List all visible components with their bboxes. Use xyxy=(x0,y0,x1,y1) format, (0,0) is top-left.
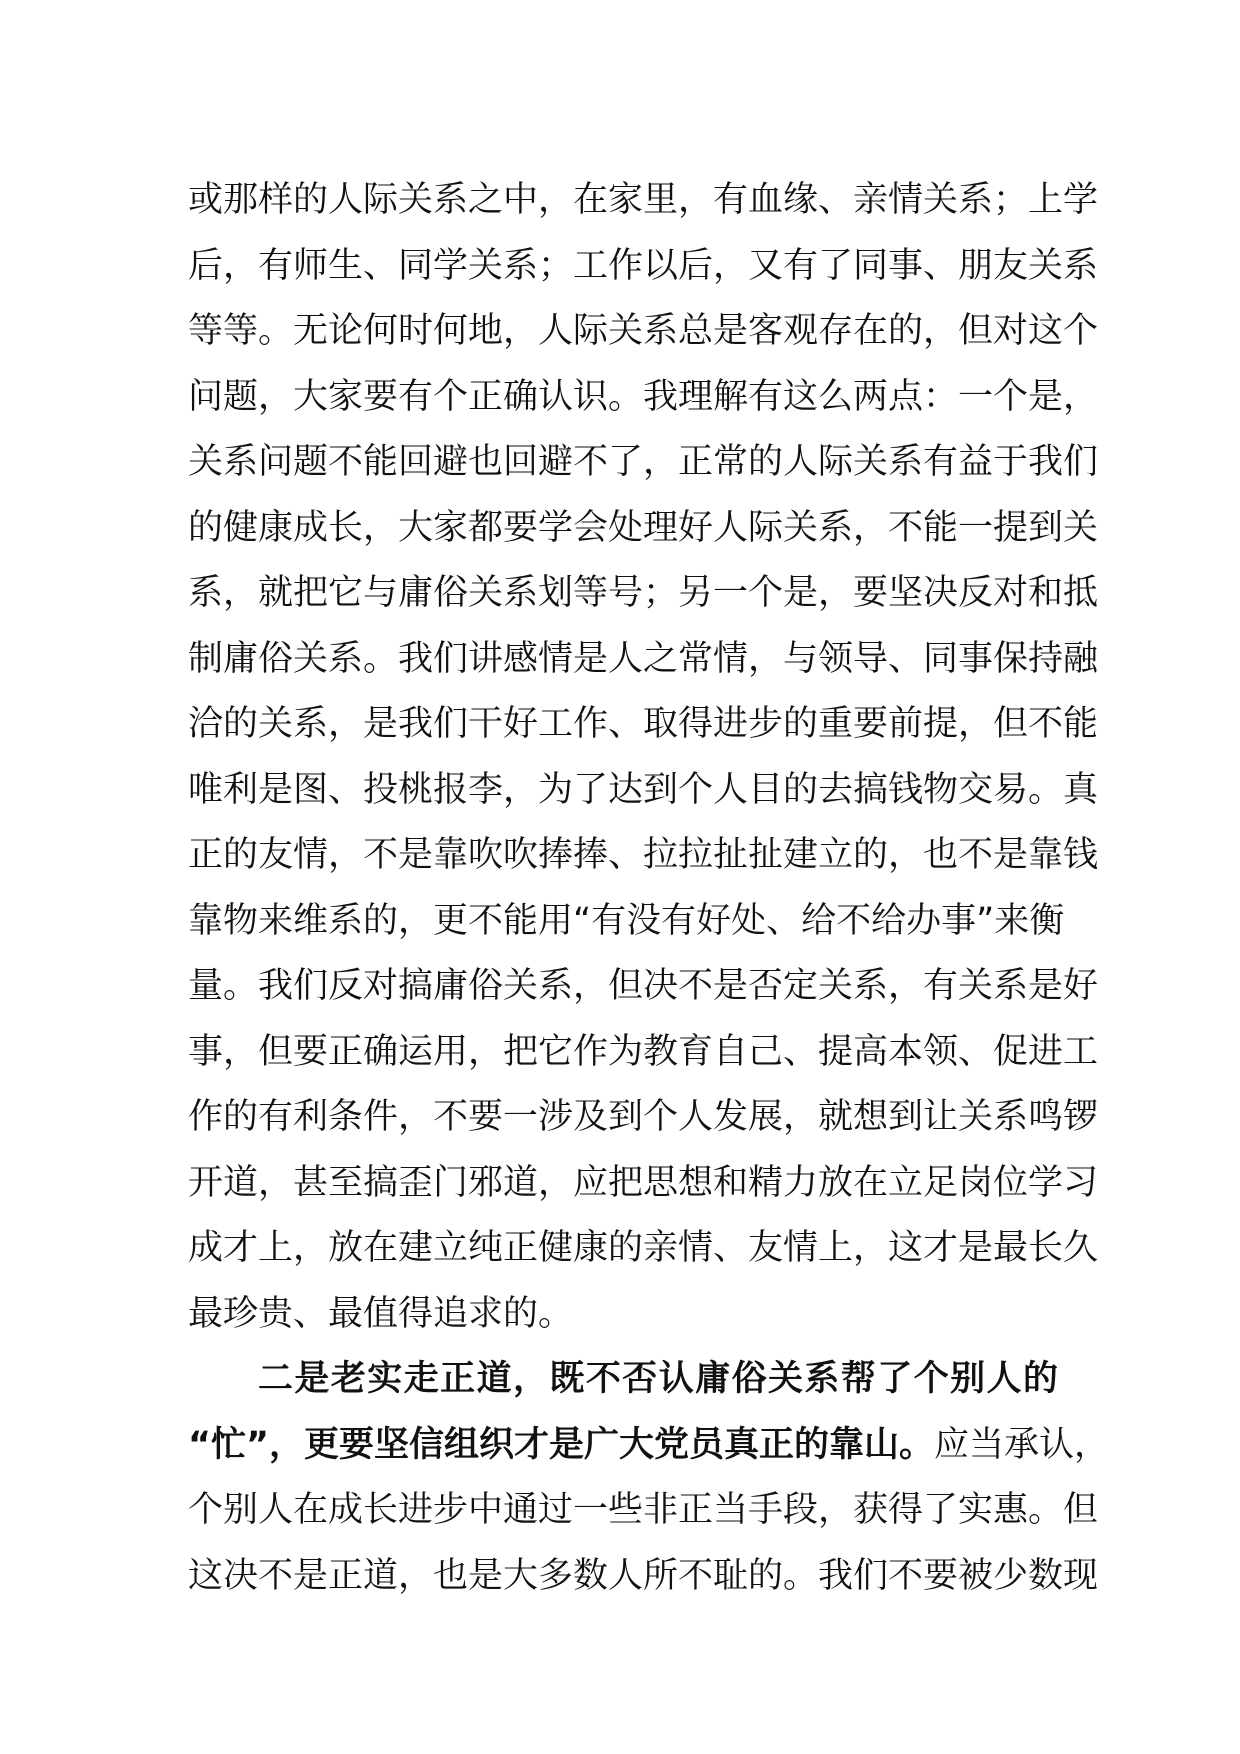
text-line: 靠物来维系的，更不能用“有没有好处、给不给办事”来衡 xyxy=(188,900,1065,941)
document-body xyxy=(188,168,1110,1609)
text-line: 正的友情，不是靠吹吹捧捧、拉拉扯扯建立的，也不是靠钱 xyxy=(188,835,1099,875)
text-line: 等等。无论何时何地，人际关系总是客观存在的，但对这个 xyxy=(188,311,1099,351)
text-line: 最珍贵、最值得追求的。 xyxy=(188,1293,574,1334)
bold-heading-text: “忙”，更要坚信组织才是广大党员真正的靠山。 xyxy=(188,1424,935,1465)
text-line: 个别人在成长进步中通过一些非正当手段，获得了实惠。但 xyxy=(188,1490,1099,1530)
text-line: 后，有师生、同学关系；工作以后，又有了同事、朋友关系 xyxy=(188,245,1099,286)
text-line: 关系问题不能回避也回避不了，正常的人际关系有益于我们 xyxy=(188,442,1099,482)
text-line: 作的有利条件，不要一涉及到个人发展，就想到让关系鸣锣 xyxy=(188,1097,1099,1137)
text-line: 唯利是图、投桃报李，为了达到个人目的去搞钱物交易。真 xyxy=(188,769,1099,810)
text-line: 成才上，放在建立纯正健康的亲情、友情上，这才是最长久 xyxy=(188,1228,1099,1268)
bold-heading-line: 二是老实走正道，既不否认庸俗关系帮了个别人的 xyxy=(258,1359,1058,1399)
text-line: 开道，甚至搞歪门邪道，应把思想和精力放在立足岗位学习 xyxy=(188,1162,1099,1203)
text-line: 这决不是正道，也是大多数人所不耻的。我们不要被少数现 xyxy=(188,1555,1099,1596)
text-span: 应当承认， xyxy=(934,1424,1110,1465)
text-line: 问题，大家要有个正确认识。我理解有这么两点：一个是， xyxy=(188,376,1099,417)
text-line-mixed xyxy=(188,1413,1110,1479)
text-line: 或那样的人际关系之中，在家里，有血缘、亲情关系；上学 xyxy=(188,180,1099,220)
text-line: 制庸俗关系。我们讲感情是人之常情，与领导、同事保持融 xyxy=(188,638,1099,679)
text-line: 洽的关系，是我们干好工作、取得进步的重要前提，但不能 xyxy=(188,704,1099,744)
text-line: 系，就把它与庸俗关系划等号；另一个是，要坚决反对和抵 xyxy=(188,573,1099,613)
text-line: 事，但要正确运用，把它作为教育自己、提高本领、促进工 xyxy=(188,1031,1099,1072)
text-line: 量。我们反对搞庸俗关系，但决不是否定关系，有关系是好 xyxy=(188,966,1099,1006)
text-line: 的健康成长，大家都要学会处理好人际关系，不能一提到关 xyxy=(188,507,1099,548)
